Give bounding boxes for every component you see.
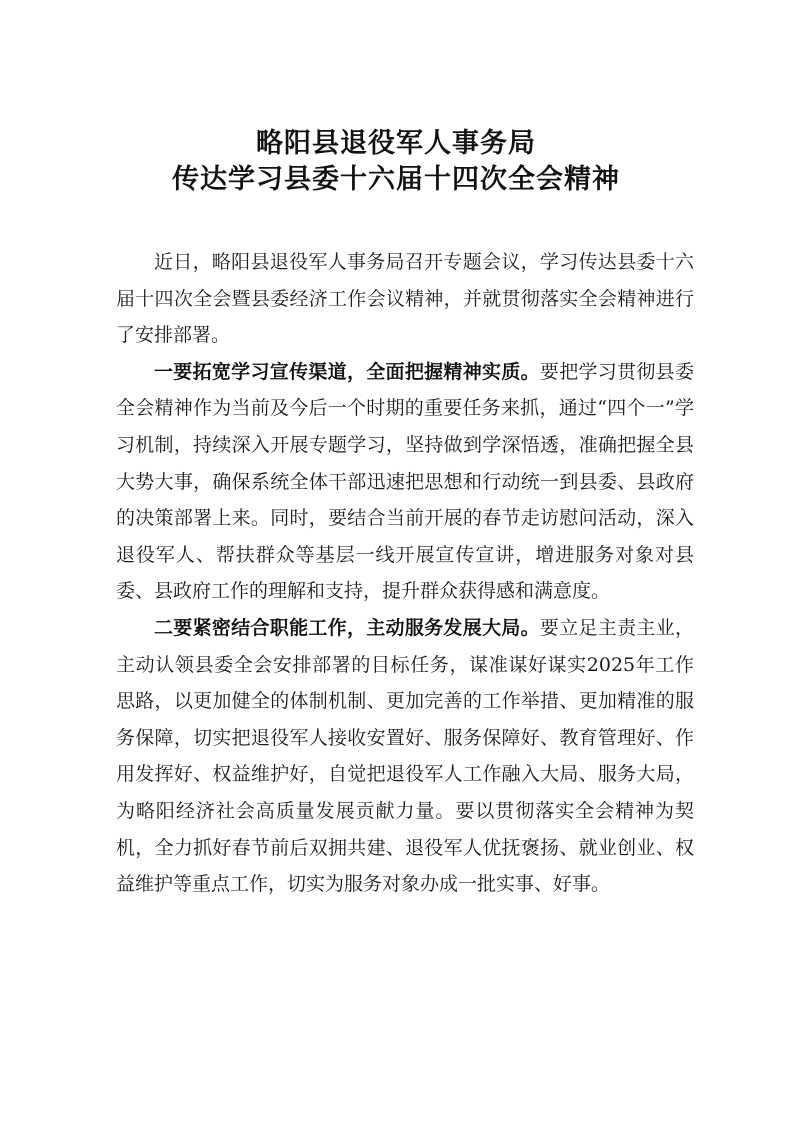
paragraph-text: 近日，略阳县退役军人事务局召开专题会议，学习传达县委十六届十四次全会暨县委经济工作会议精神，并就贯彻落实全会精神进行了安排部署。	[116, 251, 694, 347]
paragraph-text: 要把学习贯彻县委全会精神作为当前及今后一个时期的重要任务来抓，通过“四个一”学习机制，持续深入开展专题学习，坚持做到学深悟透，准确把握全县大势大事，确保系统全体干部迅速把思想和行动统一到县委、县政府的决策部署上来。同时，要结合当前开展的春节走访慰问活动，深入退役军人、帮扶群众等基层一线开展宣传宣讲，增进服务对象对县委、县政府工作的理解和支持，提升群众获得感和满意度。	[116, 360, 694, 603]
title-line-2: 传达学习县委十六届十四次全会精神	[172, 164, 620, 195]
title-line-1: 略阳县退役军人事务局	[256, 128, 536, 159]
document-body	[116, 244, 694, 903]
document-title	[0, 126, 792, 198]
paragraph-point-2	[116, 610, 694, 903]
paragraph-intro	[116, 244, 694, 354]
paragraph-point-1	[116, 354, 694, 610]
paragraph-text: 要立足主责主业，主动认领县委全会安排部署的目标任务，谋准谋好谋实2025年工作思路，以更加健全的体制机制、更加完善的工作举措、更加精准的服务保障，切实把退役军人接收安置好、服务保障好、教育管理好、作用发挥好、权益维护好，自觉把退役军人工作融入大局、服务大局，为略阳经济社会高质量发展贡献力量。要以贯彻落实全会精神为契机，全力抓好春节前后双拥共建、退役军人优抚褒扬、就业创业、权益维护等重点工作，切实为服务对象办成一批实事、好事。	[116, 616, 694, 896]
paragraph-heading: 一要拓宽学习宣传渠道，全面把握精神实质。	[154, 360, 540, 383]
paragraph-heading: 二要紧密结合职能工作，主动服务发展大局。	[154, 616, 540, 639]
